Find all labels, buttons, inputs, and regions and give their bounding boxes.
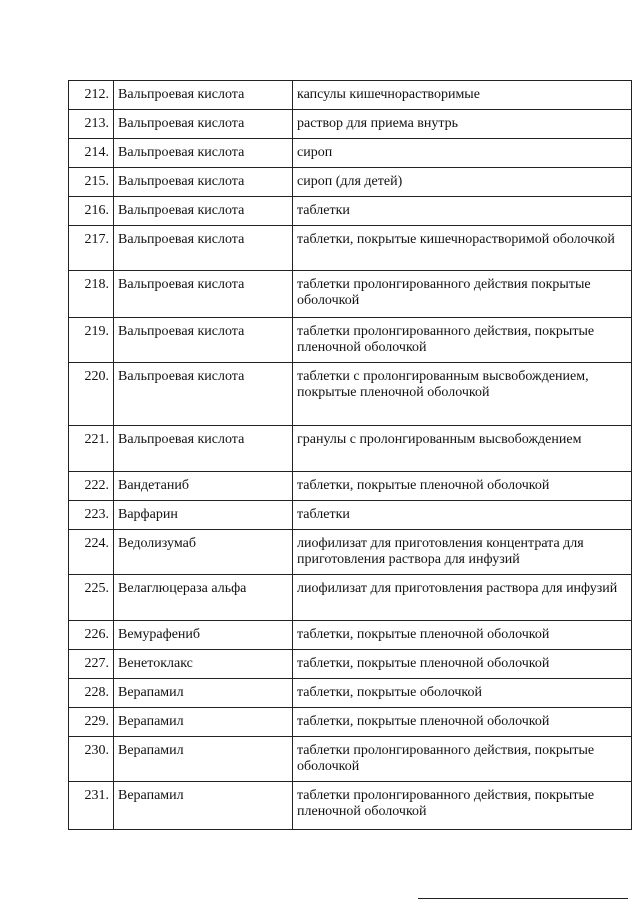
dosage-form: таблетки, покрытые пленочной оболочкой: [293, 708, 632, 737]
drug-list-table: [68, 80, 632, 830]
row-number: 215.: [69, 168, 114, 197]
table-row: [69, 168, 632, 197]
dosage-form: капсулы кишечнорастворимые: [293, 81, 632, 110]
row-number: 222.: [69, 472, 114, 501]
row-number: 226.: [69, 621, 114, 650]
table-row: [69, 650, 632, 679]
table-row: [69, 226, 632, 271]
table-row: [69, 737, 632, 782]
row-number: 217.: [69, 226, 114, 271]
drug-name: Вандетаниб: [114, 472, 293, 501]
table-row: [69, 363, 632, 426]
drug-name: Вальпроевая кислота: [114, 197, 293, 226]
drug-name: Вальпроевая кислота: [114, 226, 293, 271]
dosage-form: таблетки пролонгированного действия покрытые оболочкой: [293, 271, 632, 318]
drug-name: Вальпроевая кислота: [114, 168, 293, 197]
drug-name: Вальпроевая кислота: [114, 139, 293, 168]
dosage-form: сироп: [293, 139, 632, 168]
drug-name: Вальпроевая кислота: [114, 318, 293, 363]
table-row: [69, 426, 632, 472]
table-row: [69, 530, 632, 575]
table-row: [69, 81, 632, 110]
row-number: 218.: [69, 271, 114, 318]
row-number: 223.: [69, 501, 114, 530]
drug-name: Вальпроевая кислота: [114, 271, 293, 318]
bottom-divider-line: [418, 898, 628, 899]
dosage-form: таблетки, покрытые кишечнорастворимой оболочкой: [293, 226, 632, 271]
table-body: [69, 81, 632, 830]
dosage-form: таблетки: [293, 501, 632, 530]
table-row: [69, 501, 632, 530]
table-row: [69, 679, 632, 708]
drug-name: Венетоклакс: [114, 650, 293, 679]
drug-name: Верапамил: [114, 737, 293, 782]
drug-name: Вальпроевая кислота: [114, 363, 293, 426]
drug-name: Вальпроевая кислота: [114, 81, 293, 110]
table-row: [69, 621, 632, 650]
row-number: 220.: [69, 363, 114, 426]
drug-name: Вальпроевая кислота: [114, 426, 293, 472]
drug-name: Вемурафениб: [114, 621, 293, 650]
drug-name: Велаглюцераза альфа: [114, 575, 293, 621]
table-row: [69, 110, 632, 139]
table-row: [69, 708, 632, 737]
drug-name: Верапамил: [114, 708, 293, 737]
row-number: 212.: [69, 81, 114, 110]
dosage-form: таблетки, покрытые пленочной оболочкой: [293, 472, 632, 501]
table-row: [69, 575, 632, 621]
row-number: 231.: [69, 782, 114, 830]
dosage-form: лиофилизат для приготовления раствора для инфузий: [293, 575, 632, 621]
dosage-form: таблетки: [293, 197, 632, 226]
table-row: [69, 139, 632, 168]
dosage-form: таблетки, покрытые оболочкой: [293, 679, 632, 708]
dosage-form: таблетки с пролонгированным высвобождением, покрытые пленочной оболочкой: [293, 363, 632, 426]
drug-name: Вальпроевая кислота: [114, 110, 293, 139]
dosage-form: таблетки, покрытые пленочной оболочкой: [293, 650, 632, 679]
dosage-form: таблетки пролонгированного действия, покрытые оболочкой: [293, 737, 632, 782]
table-row: [69, 318, 632, 363]
table-row: [69, 271, 632, 318]
row-number: 225.: [69, 575, 114, 621]
row-number: 216.: [69, 197, 114, 226]
row-number: 230.: [69, 737, 114, 782]
row-number: 229.: [69, 708, 114, 737]
drug-name: Ведолизумаб: [114, 530, 293, 575]
dosage-form: раствор для приема внутрь: [293, 110, 632, 139]
dosage-form: сироп (для детей): [293, 168, 632, 197]
row-number: 224.: [69, 530, 114, 575]
drug-name: Варфарин: [114, 501, 293, 530]
drug-name: Верапамил: [114, 679, 293, 708]
dosage-form: лиофилизат для приготовления концентрата для приготовления раствора для инфузий: [293, 530, 632, 575]
row-number: 219.: [69, 318, 114, 363]
dosage-form: гранулы с пролонгированным высвобождением: [293, 426, 632, 472]
row-number: 214.: [69, 139, 114, 168]
row-number: 227.: [69, 650, 114, 679]
table-row: [69, 197, 632, 226]
drug-name: Верапамил: [114, 782, 293, 830]
dosage-form: таблетки пролонгированного действия, покрытые пленочной оболочкой: [293, 318, 632, 363]
dosage-form: таблетки пролонгированного действия, покрытые пленочной оболочкой: [293, 782, 632, 830]
row-number: 213.: [69, 110, 114, 139]
dosage-form: таблетки, покрытые пленочной оболочкой: [293, 621, 632, 650]
table-row: [69, 472, 632, 501]
row-number: 221.: [69, 426, 114, 472]
table-row: [69, 782, 632, 830]
row-number: 228.: [69, 679, 114, 708]
